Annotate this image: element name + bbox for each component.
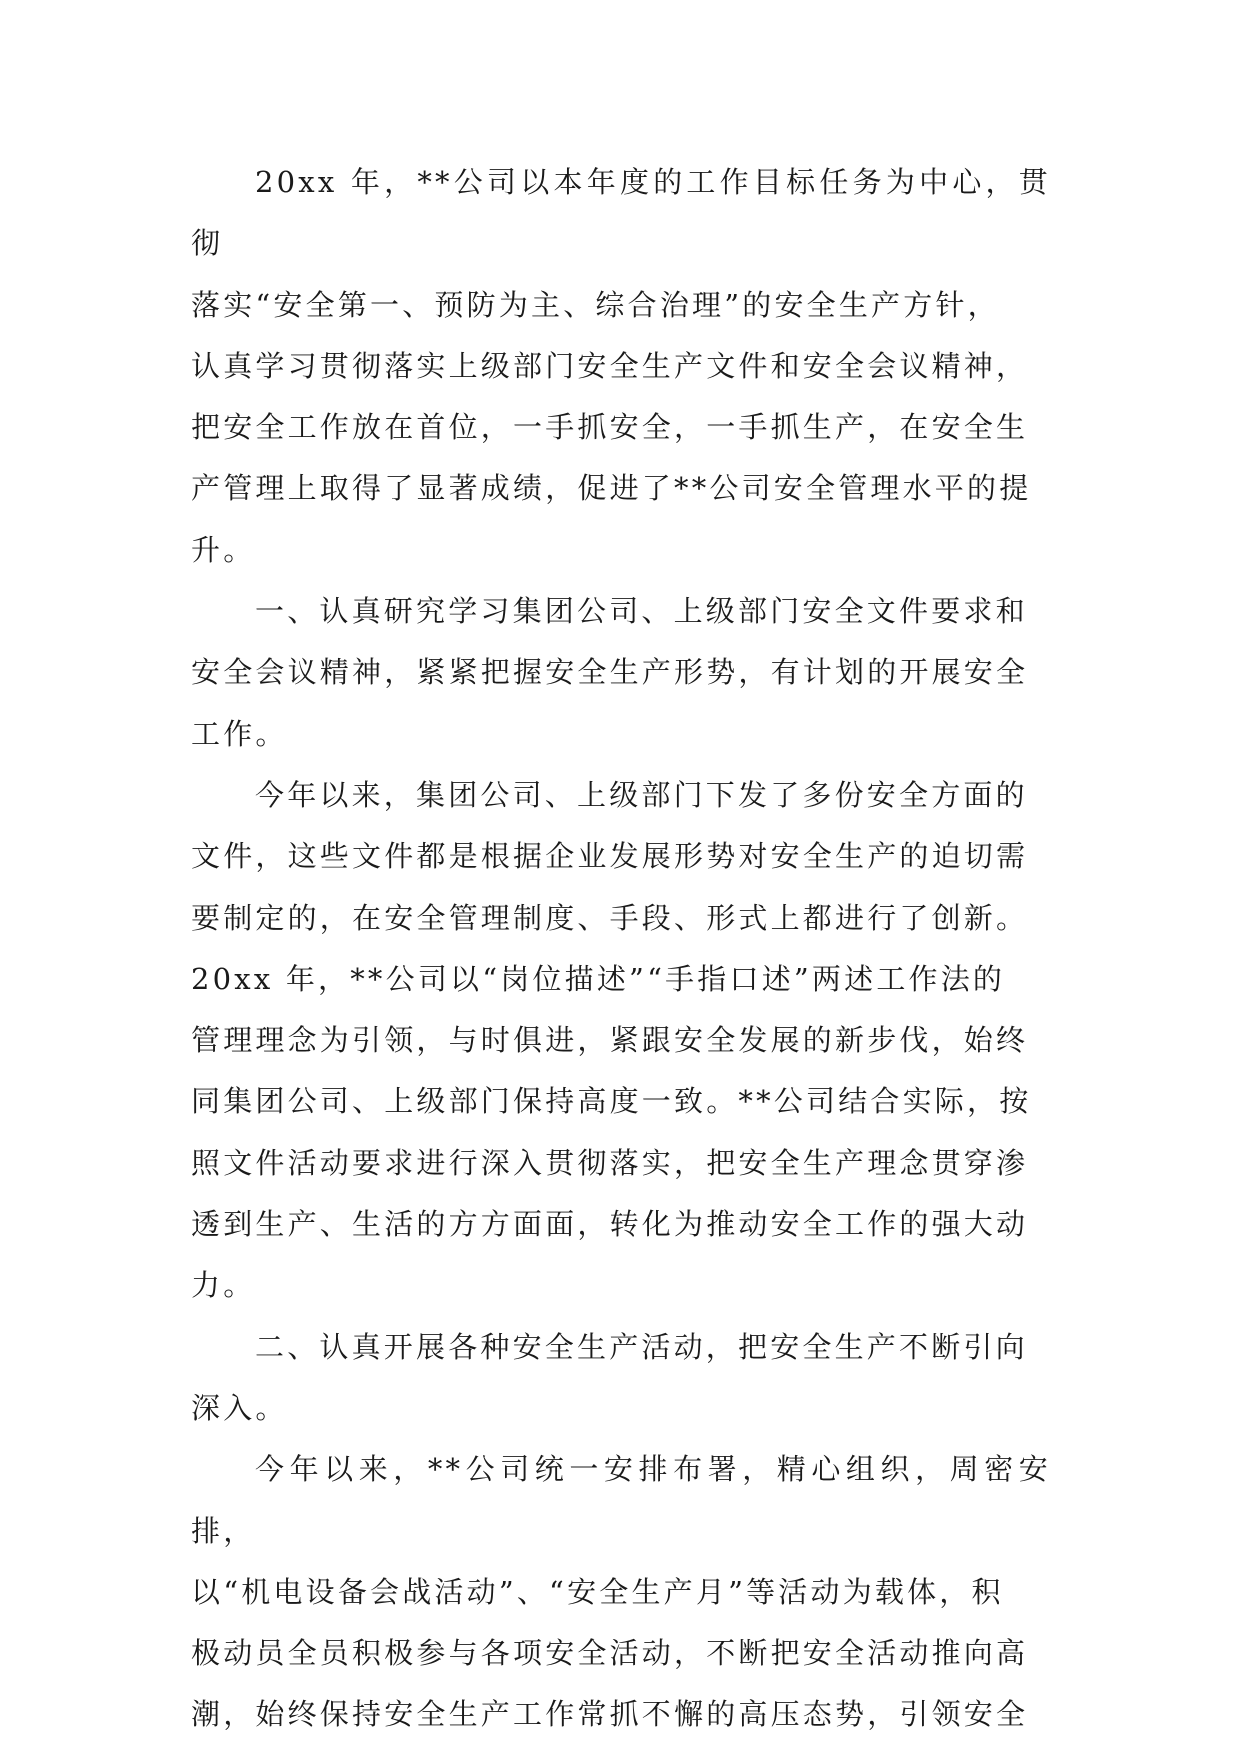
paragraph-intro: 20xx 年，**公司以本年度的工作目标任务为中心，贯彻 落实“安全第一、预防为主、综合治理”的安全生产方针， 认真学习贯彻落实上级部门安全生产文件和安全会议精神， 把安全工作放在首位，一手抓安全，一手抓生产，在安全生 产管理上取得了显著成绩，促进了**公司安全管理水平的提 升。 bbox=[191, 165, 1051, 567]
heading-section-1: 一、认真研究学习集团公司、上级部门安全文件要求和 安全会议精神，紧紧把握安全生产形势，有计划的开展安全 工作。 bbox=[191, 594, 1029, 751]
document-body bbox=[191, 152, 1051, 1746]
heading-section-2: 二、认真开展各种安全生产活动，把安全生产不断引向 深入。 bbox=[191, 1329, 1028, 1425]
paragraph-section-1: 今年以来，集团公司、上级部门下发了多份安全方面的 文件，这些文件都是根据企业发展形势对安全生产的迫切需 要制定的，在安全管理制度、手段、形式上都进行了创新。 20xx 年，**公司以“岗位描述”“手指口述”两述工作法的 管理理念为引领，与时俱进，紧跟安全发展的新步伐，始终 同集团公司、上级部门保持高度一致。**公司结合实际，按 照文件活动要求进行深入贯彻落实，把安全生产理念贯穿渗 透到生产、生活的方方面面，转化为推动安全工作的强大动 力。 bbox=[191, 777, 1032, 1303]
paragraph-section-2: 今年以来，**公司统一安排布署，精心组织，周密安排， 以“机电设备会战活动”、“安全生产月”等活动为载体，积 极动员全员积极参与各项安全活动，不断把安全活动推向高 潮，始终保持安全生产工作常抓不懈的高压态势，引领安全 bbox=[191, 1452, 1051, 1732]
